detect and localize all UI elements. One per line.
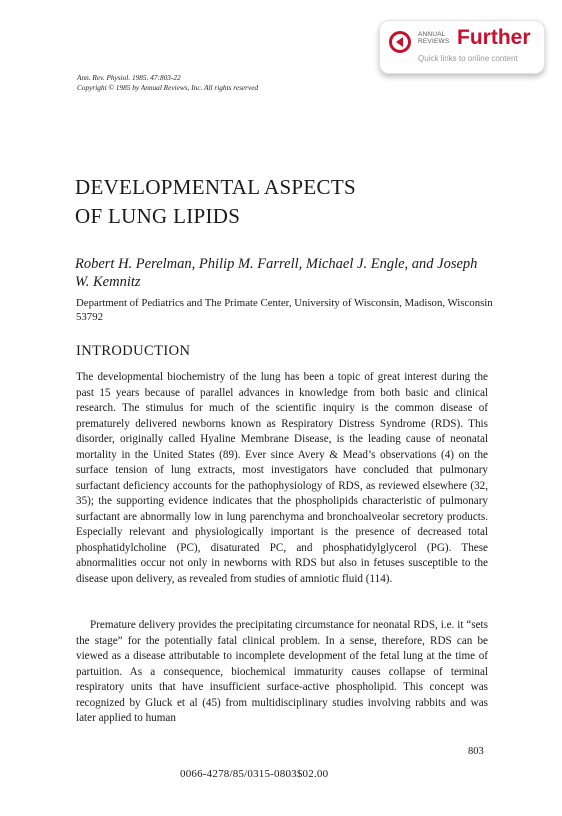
back-arrow-icon [388,30,412,54]
citation-header [77,73,258,92]
title-line-1: DEVELOPMENTAL ASPECTS [75,175,356,199]
copyright-line: Copyright © 1985 by Annual Reviews, Inc. All rights reserved [77,82,259,92]
page-number: 803 [468,746,484,757]
annual-reviews-further-badge[interactable] [379,20,545,74]
title-line-2: OF LUNG LIPIDS [75,204,241,228]
section-heading: INTRODUCTION [76,343,191,359]
author-list: Robert H. Perelman, Philip M. Farrell, Michael J. Engle, and Joseph W. Kemnitz [75,256,478,290]
citation-line: Ann. Rev. Physiol. 1985. 47:803-22 [77,73,181,82]
annual-reviews-label: ANNUAL REVIEWS [418,31,450,45]
article-title [75,173,356,231]
further-brand: Further [457,26,531,49]
body-paragraph: Premature delivery provides the precipitating circumstance for neonatal RDS, i.e. it “sets the stage” for the potentially fatal clinical problem. In a sense, therefore, RDS can be viewed as a disease attributable to incomplete development of the fetal lung at the time of partuition. As a consequence, biochemical immaturity causes collapse of terminal respiratory units that have insufficient surface-active phospholipid. This concept was recognized by Gluck et al (45) from multidisciplinary studies involving rabbits and was later applied to human [76,619,488,724]
body-paragraph: The developmental biochemistry of the lung has been a topic of great interest during the past 15 years because of parallel advances in knowledge from both basic and clinical research. The stimulus for much of the scientific inquiry is the common disease of prematurely delivered newborns known as Respiratory Distress Syndrome (RDS). This disorder, originally called Hyaline Membrane Disease, is the leading cause of neonatal mortality in the United States (89). Ever since Avery & Mead’s observations (4) on the surface tension of lung extracts, most investigators have concluded that pulmonary surfactant deficiency accounts for the pathophysiology of RDS, as reviewed elsewhere (32, 35); the supporting evidence indicates that the phospholipids characteristic of pulmonary surfactant are abnormally low in lung parenchyma and bronchoalveolar secretory products. Especially relevant and physiologically important is the presence of decreased total phosphatidylcholine (PC), disaturated PC, and phosphatidylglycerol (PG). These abnormalities occur not only in newborns with RDS but also in fetuses susceptible to the disease upon delivery, as revealed from studies of amniotic fluid (114). [76,371,488,585]
badge-tagline: Quick links to online content [418,54,518,63]
affiliation: Department of Pediatrics and The Primate Center, University of Wisconsin, Madison, Wisconsin 53792 [76,297,493,323]
article-code: 0066-4278/85/0315-0803$02.00 [180,768,329,780]
